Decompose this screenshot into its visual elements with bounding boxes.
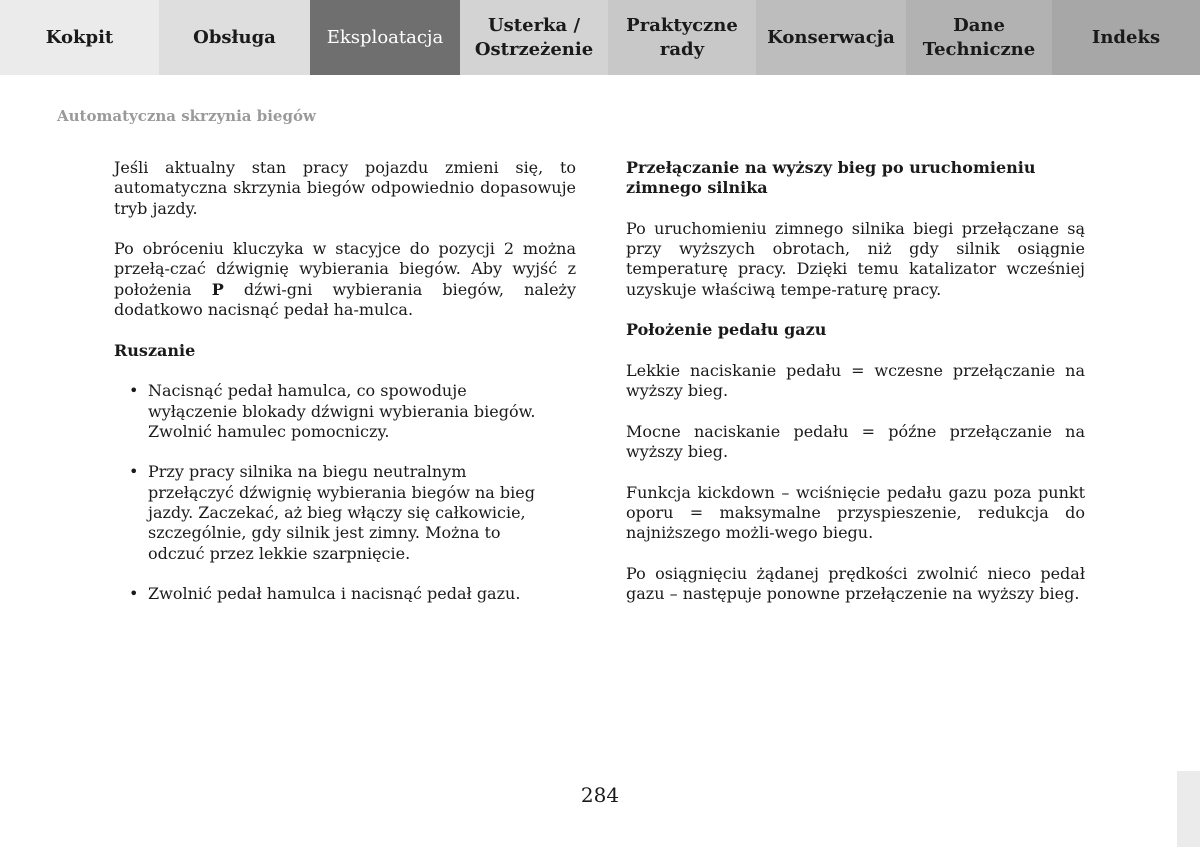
heading-cold-engine-upshift: Przełączanie na wyższy bieg po uruchomieniu zimnego silnika (626, 158, 1036, 198)
starting-steps-list (114, 381, 576, 604)
list-item-text: Nacisnąć pedał hamulca, co spowoduje wyłączenie blokady dźwigni wybierania biegów. Zwolnić hamulec pomocniczy. (148, 381, 536, 441)
tab-eksploatacja-active[interactable]: Eksploatacja (310, 0, 460, 75)
side-thumb-tab (1177, 771, 1200, 847)
cold-engine-paragraph: Po uruchomieniu zimnego silnika biegi przełączane są przy wyższych obrotach, niż gdy silnik osiągnie temperaturę pracy. Dzięki temu katalizator wcześniej uzyskuje właściwą tempe-raturę pracy. (626, 218, 1085, 299)
tab-praktyczne-rady[interactable]: Praktyczne rady (608, 0, 756, 75)
park-position-label: P (211, 279, 224, 299)
page-number: 284 (580, 783, 620, 807)
intro-paragraph: Jeśli aktualny stan pracy pojazdu zmieni się, to automatyczna skrzynia biegów odpowiednio dopasowuje tryb jazdy. (114, 158, 576, 218)
tab-kokpit[interactable]: Kokpit (0, 0, 159, 75)
release-pedal-paragraph: Po osiągnięciu żądanej prędkości zwolnić nieco pedał gazu – następuje ponowne przełączenie na wyższy bieg. (626, 563, 1085, 604)
tab-usterka-ostrzezenie[interactable]: Usterka / Ostrzeżenie (460, 0, 608, 75)
tab-indeks[interactable]: Indeks (1052, 0, 1200, 75)
left-column (114, 158, 576, 625)
light-pressure-paragraph: Lekkie naciskanie pedału = wczesne przełączanie na wyższy bieg. (626, 360, 1085, 401)
key-position-paragraph (114, 239, 576, 320)
section-title: Automatyczna skrzynia biegów (57, 107, 316, 125)
list-item (114, 584, 576, 604)
strong-pressure-paragraph: Mocne naciskanie pedału = późne przełączanie na wyższy bieg. (626, 421, 1085, 462)
list-item (114, 381, 576, 442)
tab-konserwacja[interactable]: Konserwacja (756, 0, 906, 75)
kickdown-paragraph: Funkcja kickdown – wciśnięcie pedału gazu poza punkt oporu = maksymalne przyspieszenie, redukcja do najniższego możli-wego biegu. (626, 482, 1085, 543)
key-position-text-b: dźwi-gni wybierania biegów, należy dodatkowo nacisnąć pedał ha-mulca. (114, 279, 576, 320)
right-column (626, 158, 1085, 625)
bullet-marker: • (129, 584, 139, 604)
list-item-text: Zwolnić pedał hamulca i nacisnąć pedał gazu. (148, 584, 521, 604)
heading-ruszanie: Ruszanie (114, 340, 196, 360)
bullet-marker: • (129, 381, 139, 401)
bullet-marker: • (129, 462, 139, 482)
key-position-text-a: Po obróceniu kluczyka w stacyjce do pozycji 2 można przełą-czać dźwignię wybierania biegów. Aby wyjść z położenia (114, 239, 576, 299)
list-item-text: Przy pracy silnika na biegu neutralnym przełączyć dźwignię wybierania biegów na bieg jazdy. Zaczekać, aż bieg włączy się całkowicie, szczególnie, gdy silnik jest zimny. Można to odczuć przez lekkie szarpnięcie. (148, 462, 535, 563)
tab-dane-techniczne[interactable]: Dane Techniczne (906, 0, 1052, 75)
tab-obsluga[interactable]: Obsługa (159, 0, 310, 75)
heading-accelerator-position: Położenie pedału gazu (626, 320, 827, 340)
chapter-tab-bar (0, 0, 1200, 75)
list-item (114, 462, 576, 563)
